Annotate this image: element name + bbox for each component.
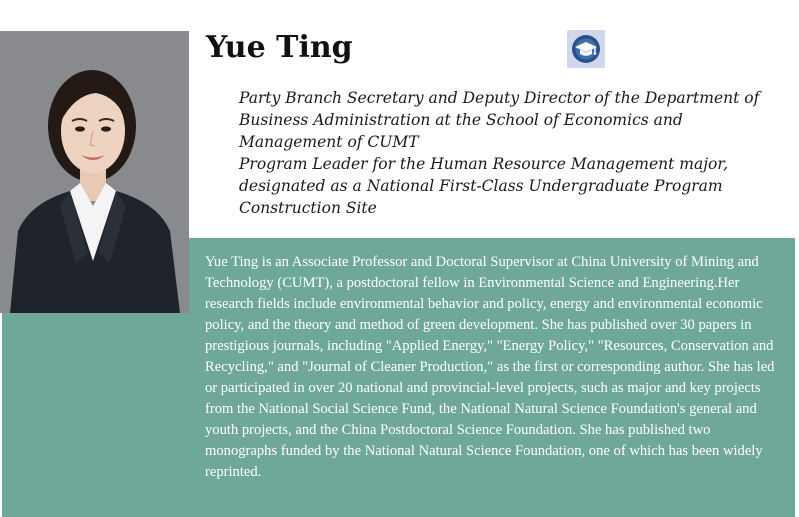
- portrait-photo: [0, 31, 189, 313]
- bio-text: Yue Ting is an Associate Professor and Doctoral Supervisor at China University of Mining and Technology (CUMT), a postdoctoral fellow in Environmental Science and Engineering.Her research fields include environmental behavior and policy, energy and environmental economic policy, and the theory and method of green development. She has published over 30 papers in prestigious journals, including "Applied Energy," "Energy Policy," "Resources, Conservation and Recycling," and "Journal of Cleaner Production," as the first or corresponding author. She has led or participated in over 20 national and provincial-level projects, such as major and key projects from the National Social Science Fund, the National Natural Science Foundation's general and youth projects, and the China Postdoctoral Science Foundation. She has published two monographs funded by the National Natural Science Foundation, one of which has been widely reprinted.: [205, 254, 775, 480]
- profile-name: Yue Ting: [206, 30, 353, 65]
- title-line: Party Branch Secretary and Deputy Director of the Department of Business Administration at the School of Economics and Management of CUMT: [239, 89, 760, 151]
- graduate-cap-icon: [567, 30, 605, 68]
- title-line: Program Leader for the Human Resource Management major, designated as a National First-Class Undergraduate Program Construction Site: [239, 155, 729, 217]
- position-titles: [239, 87, 779, 219]
